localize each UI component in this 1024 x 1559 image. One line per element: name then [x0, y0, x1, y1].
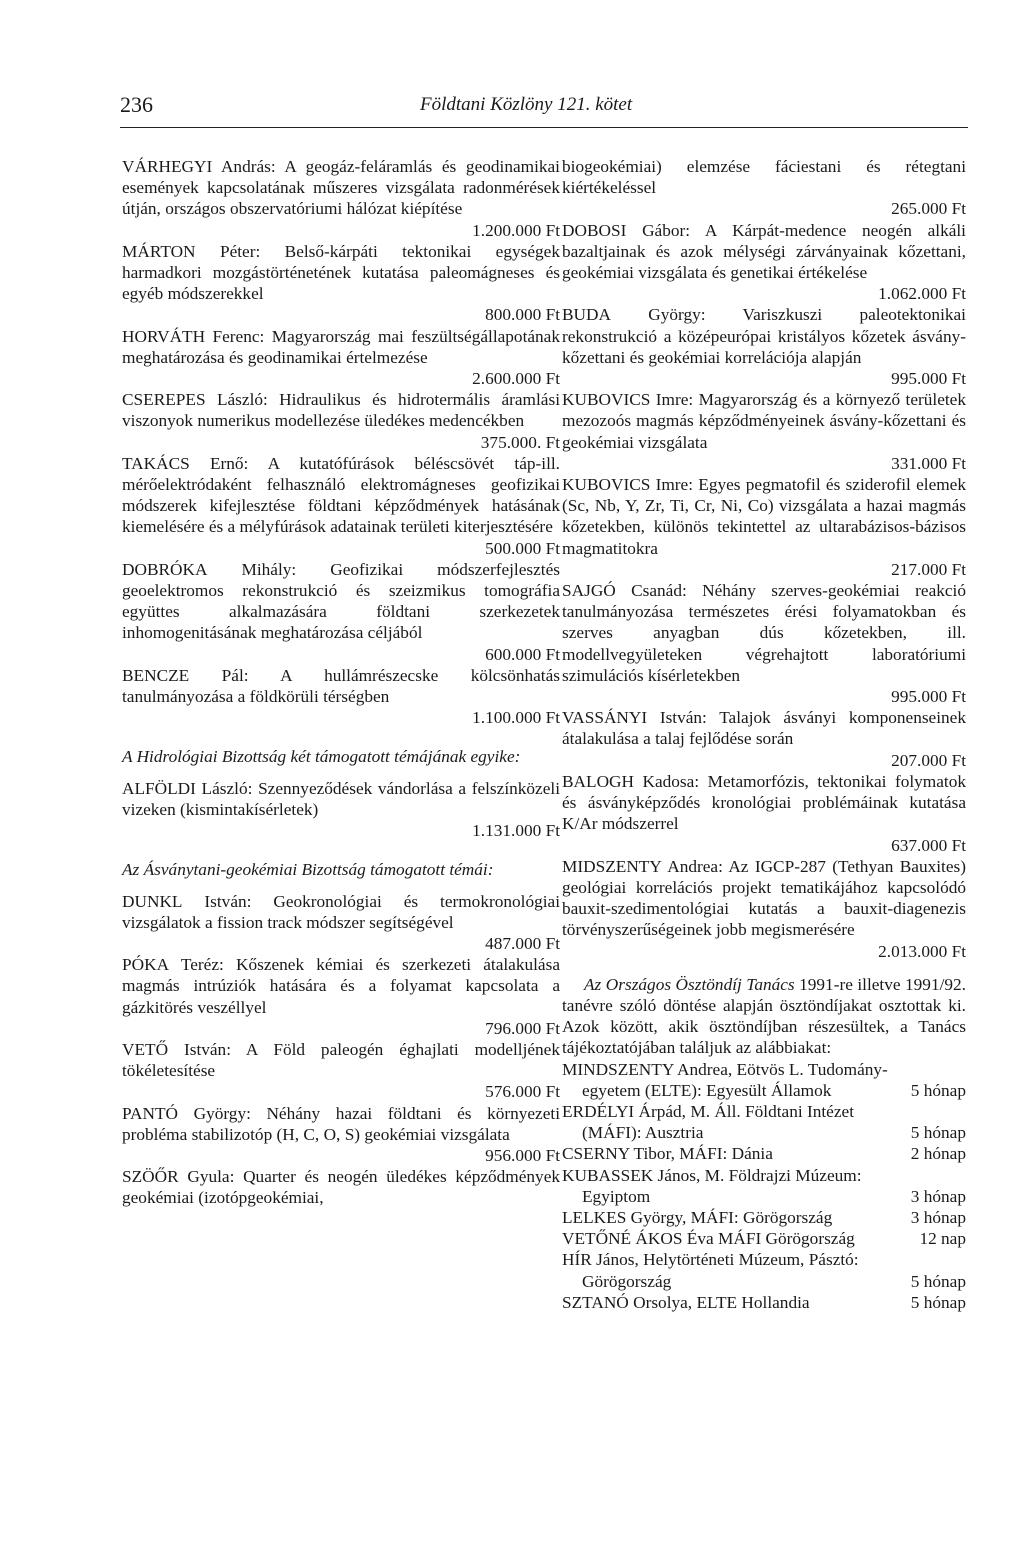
- entry-amount: 487.000 Ft: [485, 933, 560, 953]
- entry-amount: 331.000 Ft: [891, 453, 966, 473]
- header-rule: [120, 127, 968, 128]
- author-surname: MÁRTON: [122, 241, 196, 261]
- entry-amount: 576.000 Ft: [485, 1082, 560, 1102]
- entry-amount: 375.000. Ft: [480, 432, 560, 452]
- grant-entry: [562, 389, 966, 474]
- heading-mineralogy: Az Ásványtani-geokémiai Bizottság támogatott témái:: [122, 860, 494, 880]
- scholarship-duration: 5 hónap: [910, 1292, 966, 1312]
- scholarship-duration: 12 nap: [919, 1229, 966, 1249]
- entry-amount: 637.000 Ft: [891, 835, 966, 855]
- scholarship-duration: 5 hónap: [910, 1271, 966, 1291]
- scholarship-destination: Egyiptom: [582, 1186, 651, 1206]
- continued-entry: [562, 156, 966, 220]
- entry-amount: 796.000 Ft: [485, 1018, 560, 1038]
- scholarship-item: [562, 1207, 966, 1228]
- author-surname: PÓKA: [122, 955, 170, 975]
- entry-description: Imre: Magyarország és a környező területek mezozoós magmás képződményeinek ásvány-kőzettani és geokémiai vizsgálata: [562, 390, 966, 452]
- entry-description: László: Szennyeződések vándorlása a felszínközeli vizeken (kismintakísérletek): [122, 778, 560, 819]
- author-surname: CSEREPES: [122, 390, 206, 410]
- entry-text: [122, 559, 560, 644]
- scholarship-item: [562, 1143, 966, 1164]
- entry-text: [122, 1039, 560, 1081]
- author-surname: HORVÁTH: [122, 326, 206, 346]
- author-surname: BUDA: [562, 305, 611, 325]
- author-surname: DUNKL: [122, 891, 183, 911]
- entry-description: Kadosa: Metamorfózis, tektonikai folymatok és ásványképződés kronológiai problémáinak kutatása K/Ar módszerrel: [562, 771, 966, 834]
- grant-entry: [122, 1039, 560, 1103]
- entry-description: György: Néhány hazai földtani és környezeti probléma stabilizotóp (H, C, O, S) geokémiai vizsgálata: [122, 1103, 560, 1144]
- grant-entry: [562, 474, 966, 580]
- entry-text: [562, 220, 966, 284]
- author-surname: VETŐ: [122, 1039, 169, 1059]
- scholarship-item: [562, 1249, 966, 1291]
- entry-description: András: A geogáz-feláramlás és geodinamikai események kapcsolatának műszeres vizsgálata radonmérések útján, országos obszervatóriumi hálózat kiépítése: [122, 157, 560, 219]
- scholarship-recipient: HÍR János, Helytörténeti Múzeum, Pásztó:: [562, 1250, 859, 1270]
- entry-amount: 265.000 Ft: [891, 199, 966, 219]
- author-surname: PANTÓ: [122, 1103, 179, 1123]
- scholarship-recipient: KUBASSEK János, M. Földrajzi Múzeum:: [562, 1165, 862, 1185]
- grant-entry: [562, 220, 966, 305]
- entry-text: [562, 389, 966, 453]
- scholarship-destination: (MÁFI): Ausztria: [582, 1123, 704, 1143]
- page-number: 236: [120, 92, 153, 117]
- entry-description: István: A Föld paleogén éghajlati modelljének tökéletesítése: [122, 1039, 560, 1081]
- grant-entry: [562, 707, 966, 771]
- author-surname: SAJGÓ: [562, 581, 616, 601]
- scholarship-recipient: MINDSZENTY Andrea, Eötvös L. Tudomány-: [562, 1059, 888, 1079]
- entry-amount: 995.000 Ft: [891, 687, 966, 707]
- entry-description: Péter: Belső-kárpáti tektonikai egységek harmadkori mozgástörténetének kutatása paleomágneses és egyéb módszerekkel: [122, 241, 560, 304]
- scholarship-recipient: CSERNY Tibor, MÁFI: Dánia: [562, 1144, 773, 1164]
- scholarship-recipient: ERDÉLYI Árpád, M. Áll. Földtani Intézet: [562, 1101, 854, 1121]
- author-surname: DOBRÓKA: [122, 559, 208, 579]
- author-surname: TAKÁCS: [122, 453, 190, 473]
- author-surname: BALOGH: [562, 771, 635, 791]
- scholarship-recipient: SZTANÓ Orsolya, ELTE Hollandia: [562, 1292, 810, 1312]
- entry-text: [122, 1166, 560, 1208]
- entry-description: Imre: Egyes pegmatofil és sziderofil elemek (Sc, Nb, Y, Zr, Ti, Cr, Ni, Co) vizsgálata a hazai magmás kőzetekben, különös tekintettel az ultarabázisos-bázisos magmatitokra: [562, 475, 966, 558]
- entry-text: [562, 474, 966, 559]
- author-surname: VÁRHEGYI: [122, 157, 213, 176]
- scholarship-duration: 3 hónap: [910, 1186, 966, 1206]
- entry-amount: 956.000 Ft: [485, 1145, 560, 1165]
- scholarship-destination: egyetem (ELTE): Egyesült Államok: [582, 1080, 832, 1100]
- entries-mineralogy: [122, 891, 560, 1209]
- entries-hydrology: [122, 778, 560, 842]
- entry-description: Ernő: A kutatófúrások béléscsövét táp-ill. mérőelektródaként felhasználó elektromágneses geofizikai módszerek kifejlesztése földtani képződmények hatásának kiemelésére és a mélyfúrások adatainak területi kiterjesztésére: [122, 453, 560, 537]
- scholarship-item: [562, 1101, 966, 1143]
- entry-amount: 207.000 Ft: [891, 750, 966, 770]
- right-column: [562, 156, 966, 1313]
- author-surname: VASSÁNYI: [562, 708, 648, 728]
- entry-text: [122, 389, 560, 431]
- entries-top: [122, 156, 560, 728]
- entry-amount: 500.000 Ft: [485, 538, 560, 558]
- grant-entry: [122, 241, 560, 326]
- scholarship-list: [562, 1059, 966, 1313]
- entry-description: István: Talajok ásványi komponenseinek átalakulása a talaj fejlődése során: [562, 708, 966, 749]
- entry-description: Pál: A hullámrészecske kölcsönhatás tanulmányozása a földkörüli térségben: [122, 665, 560, 707]
- author-surname: BENCZE: [122, 665, 190, 685]
- heading-hydrology: A Hidrológiai Bizottság két támogatott témájának egyike:: [122, 747, 521, 767]
- entry-text: [122, 241, 560, 305]
- grant-entry: [122, 559, 560, 665]
- scholarship-recipient: VETŐNÉ ÁKOS Éva MÁFI Görögország: [562, 1229, 855, 1249]
- entry-amount: 1.131.000 Ft: [472, 821, 560, 841]
- entry-text: [122, 891, 560, 933]
- grant-entry: [122, 453, 560, 559]
- entry-description: Csanád: Néhány szerves-geokémiai reakció tanulmányozása természetes érési folyamatokban és szerves anyagban dús kőzetekben, ill. modellvegyületeken végrehajtott laboratóriumi szimulációs kísérletekben: [562, 581, 966, 685]
- entry-amount: 600.000 Ft: [485, 644, 560, 664]
- entry-description: István: Geokronológiai és termokronológiai vizsgálatok a fission track módszer segítségével: [122, 891, 560, 932]
- scholarship-duration: 2 hónap: [910, 1144, 966, 1164]
- entry-text: biogeokémiai) elemzése fáciestani és rétegtani kiértékeléssel: [562, 157, 966, 198]
- author-surname: KUBOVICS: [562, 475, 651, 495]
- entry-text: [122, 954, 560, 1018]
- scholarship-intro: [562, 974, 966, 1059]
- scholarship-recipient: LELKES György, MÁFI: Görögország: [562, 1207, 833, 1227]
- entry-text: [562, 856, 966, 941]
- running-title: Földtani Közlöny 121. kötet: [420, 94, 633, 115]
- entry-description: Teréz: Kőszenek kémiai és szerkezeti átalakulása magmás intrúziók hatására és a folyamat kapcsolata a gázkitörés veszéllyel: [122, 955, 560, 1017]
- entry-amount: 1.062.000 Ft: [878, 284, 966, 304]
- entry-description: László: Hidraulikus és hidrotermális áramlási viszonyok numerikus modellezése üledékes medencékben: [122, 390, 560, 431]
- left-column: [122, 156, 560, 1209]
- author-surname: KUBOVICS: [562, 390, 651, 410]
- grant-entry: [122, 1103, 560, 1167]
- grant-entry: [122, 389, 560, 453]
- entry-amount: 800.000 Ft: [485, 305, 560, 325]
- entry-description: Mihály: Geofizikai módszerfejlesztés geoelektromos rekonstrukció és szeizmikus tomográfia együttes alkalmazására földtani szerkezetek inhomogenitásának meghatározása céljából: [122, 559, 560, 643]
- author-surname: DOBOSI: [562, 220, 627, 240]
- entry-amount: 2.013.000 Ft: [878, 941, 966, 961]
- grant-entry: [122, 778, 560, 842]
- entry-amount: 217.000 Ft: [891, 559, 966, 579]
- scholarship-item: [562, 1228, 966, 1249]
- author-surname: MIDSZENTY: [562, 856, 662, 876]
- grant-entry: [562, 580, 966, 707]
- grant-entry: [562, 304, 966, 389]
- grant-entry: [122, 954, 560, 1039]
- entries-right: [562, 220, 966, 962]
- entry-description: György: Variszkuszi paleotektonikai rekonstrukció a középeurópai kristályos kőzetek ásvány-kőzettani és geokémiai korrelációja alapján: [562, 305, 966, 367]
- grant-entry: [562, 771, 966, 856]
- entry-description: Ferenc: Magyarország mai feszültségállapotának meghatározása és geodinamikai értelmezése: [122, 326, 560, 367]
- entry-text: [562, 707, 966, 749]
- entry-text: [122, 453, 560, 538]
- scholarship-item: [562, 1292, 966, 1313]
- entry-description: Andrea: Az IGCP-287 (Tethyan Bauxites) geológiai korrelációs projekt tematikájához kapcsolódó bauxit-szedimentológiai kutatás a bauxit-diagenezis törvényszerűségeinek jobb megismerésére: [562, 856, 966, 940]
- scholarship-item: [562, 1165, 966, 1207]
- author-surname: ALFÖLDI: [122, 778, 196, 798]
- grant-entry: [562, 856, 966, 962]
- entry-text: [562, 580, 966, 686]
- author-surname: SZÖŐR: [122, 1167, 179, 1187]
- intro-text: 1991-re illetve 1991/92. tanévre szóló döntése alapján ösztöndíjakat osztottak ki. Azok között, akik ösztöndíjban részesültek, a Tanács tájékoztatójában találjuk az alábbiakat:: [562, 974, 966, 1058]
- grant-entry: [122, 665, 560, 729]
- grant-entry: [122, 891, 560, 955]
- grant-entry: [122, 326, 560, 390]
- entry-amount: 1.200.000 Ft: [472, 220, 560, 240]
- entry-text: [122, 156, 560, 220]
- entry-amount: 995.000 Ft: [891, 369, 966, 389]
- scholarship-duration: 5 hónap: [910, 1123, 966, 1143]
- entry-text: [122, 1103, 560, 1145]
- entry-description: Gyula: Quarter és neogén üledékes képződmények geokémiai (izotópgeokémiai,: [122, 1167, 560, 1208]
- scholarship-duration: 3 hónap: [910, 1207, 966, 1227]
- scholarship-item: [562, 1059, 966, 1101]
- scholarship-destination: Görögország: [582, 1271, 672, 1291]
- entry-amount: 1.100.000 Ft: [472, 708, 560, 728]
- grant-entry: [122, 1166, 560, 1208]
- intro-italic: Az Országos Ösztöndíj Tanács: [584, 974, 795, 994]
- entry-text: [122, 326, 560, 368]
- scholarship-duration: 5 hónap: [910, 1080, 966, 1100]
- entry-text: [562, 771, 966, 835]
- entry-text: [562, 304, 966, 368]
- grant-entry: [122, 156, 560, 241]
- entry-amount: 2.600.000 Ft: [472, 369, 560, 389]
- entry-description: Gábor: A Kárpát-medence neogén alkáli bazaltjainak és azok mélységi zárványainak kőzettani, geokémiai vizsgálata és genetikai értékelése: [562, 220, 966, 283]
- entry-text: [122, 665, 560, 707]
- entry-text: [122, 778, 560, 820]
